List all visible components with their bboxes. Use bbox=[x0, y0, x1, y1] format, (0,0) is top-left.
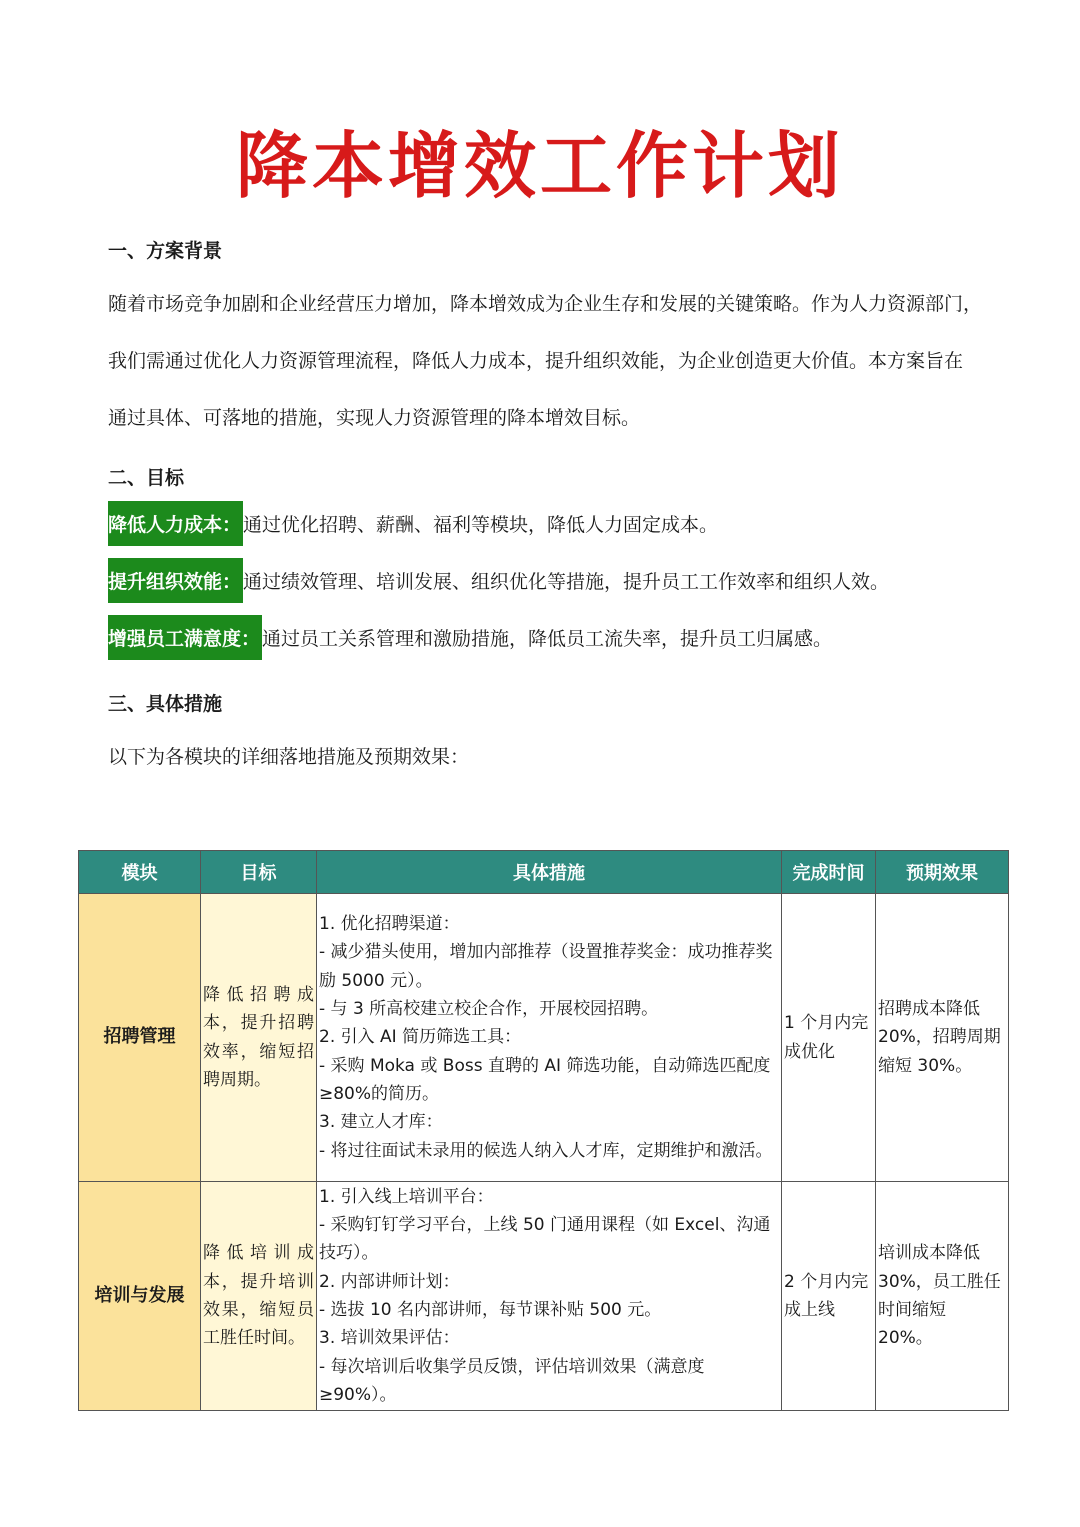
goal-text: 通过员工关系管理和激励措施，降低员工流失率，提升员工归属感。 bbox=[262, 628, 833, 650]
background-line: 我们需通过优化人力资源管理流程，降低人力成本，提升组织效能，为企业创造更大价值。本方案旨在 bbox=[108, 350, 964, 372]
goal-text: 通过优化招聘、薪酬、福利等模块，降低人力固定成本。 bbox=[243, 514, 719, 536]
background-paragraph bbox=[108, 276, 988, 447]
measures-cell bbox=[317, 1182, 782, 1411]
measure-line: - 与 3 所高校建立校企合作，开展校园招聘。 bbox=[319, 999, 659, 1020]
plan-table bbox=[78, 850, 1009, 1411]
goal-item bbox=[108, 501, 718, 546]
table-row bbox=[79, 894, 1009, 1182]
section-heading-measures: 三、具体措施 bbox=[108, 693, 223, 715]
measure-line: 2. 引入 AI 简历筛选工具： bbox=[319, 1027, 522, 1048]
page-title: 降本增效工作计划 bbox=[235, 124, 844, 208]
measure-line: - 采购 Moka 或 Boss 直聘的 AI 筛选功能，自动筛选匹配度≥80%的简历。 bbox=[319, 1055, 771, 1104]
module-cell: 招聘管理 bbox=[79, 894, 201, 1182]
measure-line: 3. 建立人才库： bbox=[319, 1112, 443, 1133]
goal-text: 通过绩效管理、培训发展、组织优化等措施，提升员工工作效率和组织人效。 bbox=[243, 571, 890, 593]
measure-line: - 采购钉钉学习平台，上线 50 门通用课程（如 Excel、沟通技巧）。 bbox=[319, 1215, 771, 1264]
table-row bbox=[79, 1182, 1009, 1411]
target-cell: 降低招聘成本，提升招聘效率，缩短招聘周期。 bbox=[201, 894, 317, 1182]
goal-tag: 降低人力成本： bbox=[108, 501, 243, 546]
measures-cell bbox=[317, 894, 782, 1182]
measures-intro: 以下为各模块的详细落地措施及预期效果： bbox=[108, 746, 470, 768]
goal-tag: 提升组织效能： bbox=[108, 558, 243, 603]
header-time: 完成时间 bbox=[782, 851, 876, 894]
time-cell: 2 个月内完成上线 bbox=[782, 1182, 876, 1411]
measure-line: - 选拔 10 名内部讲师，每节课补贴 500 元。 bbox=[319, 1300, 662, 1320]
effect-cell: 培训成本降低 30%，员工胜任时间缩短 20%。 bbox=[876, 1182, 1009, 1411]
header-target: 目标 bbox=[201, 851, 317, 894]
effect-cell: 招聘成本降低 20%，招聘周期缩短 30%。 bbox=[876, 894, 1009, 1182]
target-cell: 降低培训成本，提升培训效果，缩短员工胜任时间。 bbox=[201, 1182, 317, 1411]
measure-line: 1. 引入线上培训平台： bbox=[319, 1186, 494, 1207]
measure-line: - 减少猎头使用，增加内部推荐（设置推荐奖金：成功推荐奖励 5000 元）。 bbox=[319, 942, 773, 991]
measure-line: 3. 培训效果评估： bbox=[319, 1328, 460, 1349]
time-cell: 1 个月内完成优化 bbox=[782, 894, 876, 1182]
measure-line: - 将过往面试未录用的候选人纳入人才库，定期维护和激活。 bbox=[319, 1140, 773, 1161]
measure-line: - 每次培训后收集学员反馈，评估培训效果（满意度≥90%）。 bbox=[319, 1356, 705, 1405]
measure-line: 1. 优化招聘渠道： bbox=[319, 914, 460, 935]
header-module: 模块 bbox=[79, 851, 201, 894]
background-line: 通过具体、可落地的措施，实现人力资源管理的降本增效目标。 bbox=[108, 407, 641, 429]
measure-line: 2. 内部讲师计划： bbox=[319, 1271, 460, 1292]
header-effect: 预期效果 bbox=[876, 851, 1009, 894]
header-measures: 具体措施 bbox=[317, 851, 782, 894]
table-header-row bbox=[79, 851, 1009, 894]
section-heading-goals: 二、目标 bbox=[108, 467, 185, 489]
module-cell: 培训与发展 bbox=[79, 1182, 201, 1411]
section-heading-background: 一、方案背景 bbox=[108, 240, 223, 262]
goal-item bbox=[108, 615, 832, 660]
background-line: 随着市场竞争加剧和企业经营压力增加，降本增效成为企业生存和发展的关键策略。作为人力资源部门， bbox=[108, 293, 983, 315]
goal-tag: 增强员工满意度： bbox=[108, 615, 262, 660]
goal-item bbox=[108, 558, 889, 603]
